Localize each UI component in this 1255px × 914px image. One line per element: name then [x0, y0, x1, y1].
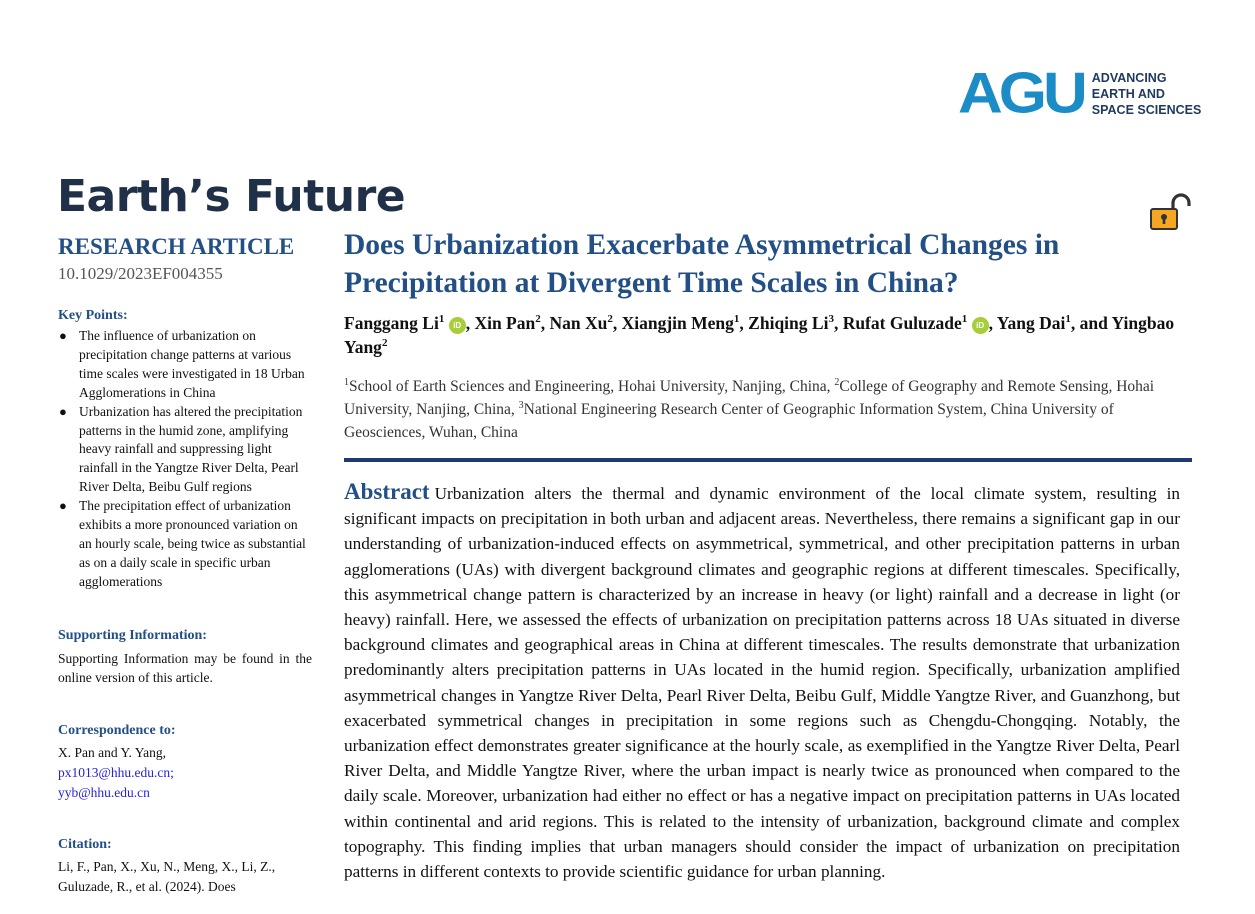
agu-tagline	[1092, 70, 1202, 118]
author-affiliation-sup: 1	[438, 313, 445, 326]
left-sidebar	[58, 232, 312, 897]
section-divider	[344, 458, 1192, 462]
list-item	[58, 327, 312, 403]
author-list: Fanggang Li$^1$ iD , Xin Pan$^2$, Nan Xu$^2$, Xiangjin Meng$^1$, Zhiqing Li$^3$, Rufat Guluzade$^1$ iD , Yang Dai$^1$, and Yingbao Yang$^2$	[344, 313, 1175, 357]
agu-logo	[958, 61, 1202, 126]
abstract-heading: Abstract	[344, 479, 430, 504]
supporting-information-text: Supporting Information may be found in the online version of this article.	[58, 650, 312, 685]
author-name: Fanggang Li	[344, 313, 439, 333]
agu-tagline-line: ADVANCING	[1091, 71, 1167, 85]
author-affiliation-sup: 2	[381, 337, 388, 350]
main-column	[344, 226, 1192, 444]
citation-line: Li, F., Pan, X., Xu, N., Meng, X., Li, Z.,	[58, 858, 276, 874]
affiliation-text: School of Earth Sciences and Engineering, Hohai University, Nanjing, China,	[349, 378, 835, 395]
list-item	[58, 497, 312, 592]
orcid-icon[interactable]: iD	[449, 317, 466, 334]
key-points-heading: Key Points:	[58, 308, 128, 323]
email-link[interactable]: yyb@hhu.edu.cn	[58, 784, 150, 800]
key-point-text: The precipitation effect of urbanization exhibits a more pronounced variation on an hourly scale, being twice as substantial as on a daily scale in specific urban agglomerations	[79, 498, 306, 589]
correspondence	[58, 722, 312, 803]
author-affiliation-sup: 3	[828, 313, 834, 326]
correspondence-names: X. Pan and Y. Yang,	[58, 744, 167, 760]
journal-title: Earth’s Future	[57, 171, 406, 222]
author-name: Nan Xu	[549, 313, 608, 333]
key-points	[58, 307, 312, 592]
author-affiliation-sup: 1	[733, 313, 740, 326]
agu-tagline-line: EARTH AND	[1091, 87, 1165, 101]
key-points-list	[58, 327, 312, 592]
doi[interactable]: 10.1029/2023EF004355	[58, 264, 223, 283]
abstract	[344, 479, 1180, 884]
author-affiliation-sup: 2	[535, 313, 541, 326]
agu-tagline-line: SPACE SCIENCES	[1091, 103, 1202, 117]
author-name: Xiangjin Meng	[621, 313, 734, 333]
supporting-information	[58, 627, 312, 687]
list-item	[58, 403, 312, 498]
affiliation-text: College of Geography and Remote Sensing, Hohai University, Nanjing, China,	[344, 378, 1155, 418]
bullet-icon: ●	[59, 498, 67, 514]
bullet-icon: ●	[59, 328, 67, 343]
citation-heading: Citation:	[58, 836, 112, 852]
correspondence-body	[58, 743, 312, 803]
author-name: Yang Dai	[996, 313, 1066, 333]
citation-text	[58, 857, 312, 897]
author-name: Rufat Guluzade	[842, 313, 962, 333]
author-affiliation-sup: 1	[1065, 313, 1071, 326]
affiliation-sup: 1	[344, 376, 349, 388]
affiliation-text: National Engineering Research Center of Geographic Information System, China University of Geosciences, Wuhan, China	[344, 401, 1114, 441]
bullet-icon: ●	[59, 403, 67, 419]
email-link[interactable]: px1013@hhu.edu.cn;	[58, 764, 174, 780]
key-point-text: The influence of urbanization on precipitation change patterns at various time scales were investigated in 18 Urban Agglomerations in China	[79, 328, 305, 400]
correspondence-heading: Correspondence to:	[58, 722, 176, 738]
citation	[58, 836, 312, 897]
supporting-information-heading: Supporting Information:	[58, 627, 207, 643]
affiliation-sup: 3	[518, 399, 524, 411]
key-point-text: Urbanization has altered the precipitation patterns in the humid zone, amplifying heavy rainfall and suppressing light rainfall in the Yangtze River Delta, Pearl River Delta, Beibu Gulf regions	[79, 403, 303, 495]
author-affiliation-sup: 1	[961, 313, 968, 326]
abstract-text: Urbanization alters the thermal and dynamic environment of the local climate system, resulting in significant impacts on precipitation in both urban and adjacent areas. Nevertheless, there remains a significant gap in our understanding of urbanization-induced effects on asymmetrical, symmetrical, and other precipitation patterns in urban agglomerations (UAs) with divergent background climates and geographic regions at different timescales. Specifically, this asymmetrical change pattern is characterized by an increase in heavy (or light) rainfall and a decrease in light (or heavy) rainfall. Here, we assessed the effects of urbanization on precipitation patterns across 18 UAs situated in diverse background climates and geographical areas in China at different timescales. The results demonstrate that urbanization predominantly alters precipitation patterns in UAs located in the humid region. Specifically, urbanization amplified asymmetrical changes in Yangtze River Delta, Pearl River Delta, Beibu Gulf, Middle Yangtze River, and Guanzhong, but exacerbated symmetrical changes in precipitation in some regions such as Chengdu-Chongqing. Notably, the urbanization effect demonstrates greater significance at the hourly scale, as exemplified in the Yangtze River Delta, Pearl River Delta, and Middle Yangtze River, where the urban impact is nearly twice as pronounced when compared to the daily scale. Moreover, urbanization had either no effect or has a negative impact on precipitation patterns in UAs located within continental and arid regions. This is related to the intensity of urbanization, background climate and complex topography. This finding implies that urban managers should consider the impact of urbanization on precipitation patterns in different contexts to provide scientific guidance for urban planning.	[344, 484, 1180, 882]
article-title: Does Urbanization Exacerbate Asymmetrical Changes in Precipitation at Divergent Time Scales in China?	[344, 229, 1060, 299]
author-name: Xin Pan	[474, 313, 536, 333]
author-name: Yingbao Yang	[344, 313, 1175, 357]
affiliations	[344, 375, 1192, 444]
agu-logo-letters: AGU	[958, 61, 1084, 126]
author-name: Zhiqing Li	[748, 313, 829, 333]
article-type: RESEARCH ARTICLE	[58, 234, 295, 259]
orcid-icon[interactable]: iD	[972, 317, 989, 334]
citation-line: Guluzade, R., et al. (2024). Does	[58, 878, 236, 894]
affiliation-sup: 2	[834, 376, 840, 388]
author-affiliation-sup: 2	[607, 313, 613, 326]
